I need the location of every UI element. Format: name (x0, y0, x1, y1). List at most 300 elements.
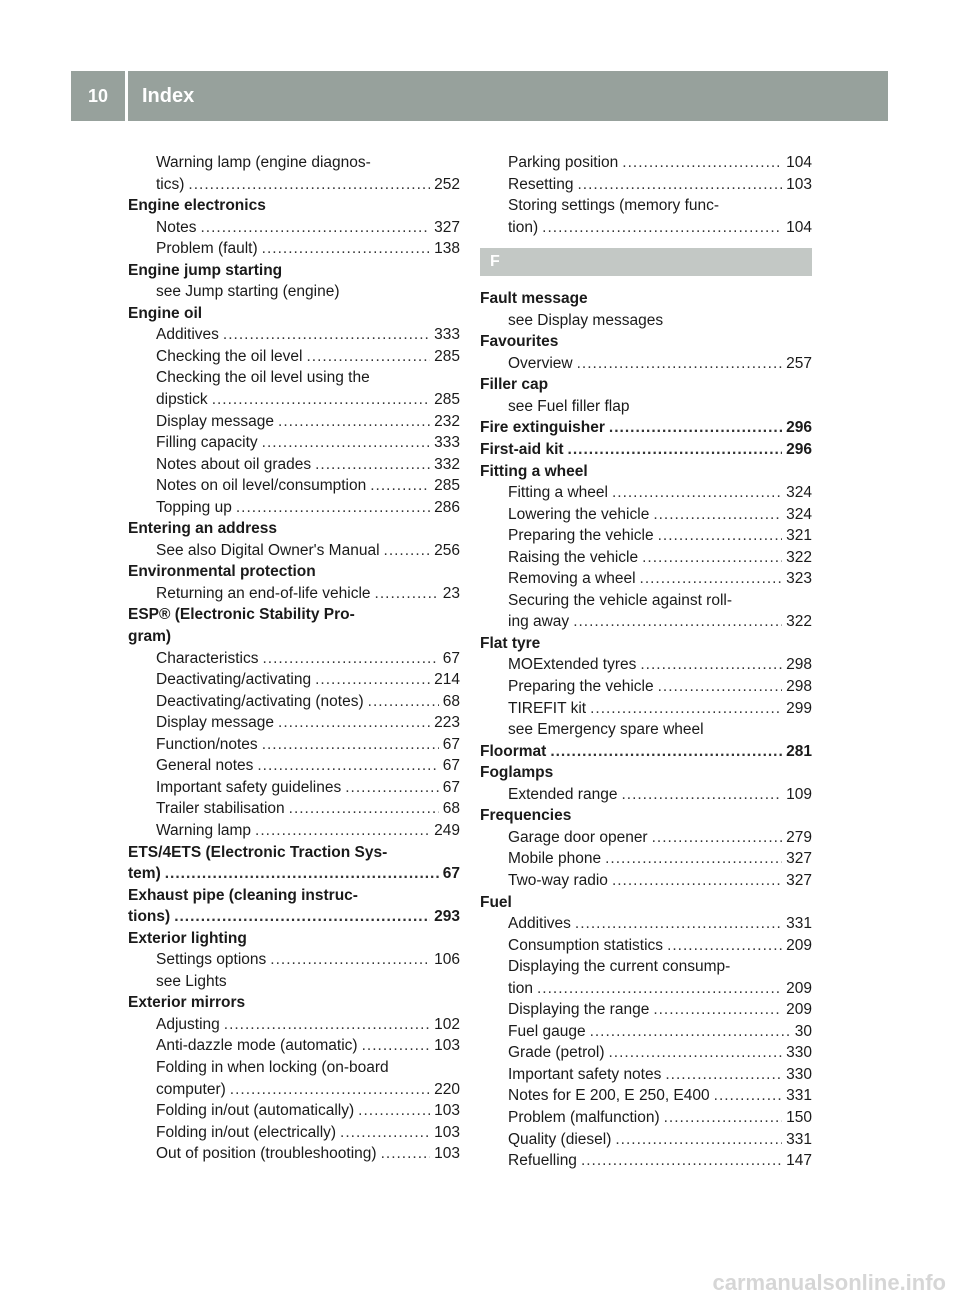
entry-text: Flat tyre (480, 634, 541, 652)
entry-text: Anti-dazzle mode (automatic) (156, 1037, 358, 1055)
entry-text: Checking the oil level using the (156, 369, 370, 387)
index-entry-heading (128, 303, 460, 325)
index-group-e-continued (480, 152, 812, 238)
dot-leader (590, 698, 782, 720)
dot-leader (642, 547, 782, 569)
index-subentry (128, 971, 460, 993)
entry-text: Parking position (508, 154, 619, 171)
entry-text: Function/notes (156, 735, 258, 753)
index-subentry (480, 353, 812, 375)
index-subentry (480, 827, 812, 849)
index-subentry (480, 1150, 812, 1172)
entry-text: Fitting a wheel (480, 462, 588, 480)
entry-text: Folding in/out (automatically) (156, 1102, 355, 1120)
index-entry-heading (128, 195, 460, 217)
dot-leader (174, 906, 430, 928)
dot-leader (550, 741, 782, 763)
page-title: Index (128, 71, 888, 121)
dot-leader (362, 1035, 431, 1057)
dot-leader (622, 152, 782, 174)
index-subentry (128, 583, 460, 605)
entry-text: see Jump starting (engine) (156, 283, 340, 301)
page-reference: 330 (786, 1065, 812, 1083)
index-subentry (480, 152, 812, 174)
entry-text: Important safety guidelines (156, 778, 342, 796)
dot-leader (345, 777, 439, 799)
entry-text: Adjusting (156, 1015, 220, 1033)
section-letter-f: F (480, 248, 812, 276)
page-reference: 103 (434, 1145, 460, 1163)
index-subentry (480, 999, 812, 1021)
entry-text: Frequencies (480, 807, 572, 825)
index-subentry (480, 611, 812, 633)
entry-text: Engine jump starting (128, 261, 283, 279)
page-reference: 68 (442, 692, 460, 710)
entry-text: Resetting (508, 175, 574, 193)
entry-text: tem) (128, 865, 161, 883)
index-entry-heading (480, 374, 812, 396)
index-subentry (128, 1035, 460, 1057)
page-reference: 298 (786, 656, 812, 674)
entry-text: Fire extinguisher (480, 419, 605, 437)
entry-text: Problem (fault) (156, 240, 258, 258)
entry-text: Refuelling (508, 1152, 577, 1170)
page-reference: 104 (786, 218, 812, 236)
dot-leader (577, 174, 782, 196)
entry-text: ETS/4ETS (Electronic Traction Sys- (128, 843, 388, 861)
index-entry-heading (128, 863, 460, 885)
entry-text: Fault message (480, 290, 588, 308)
entry-text: tion) (508, 218, 539, 236)
page-reference: 331 (786, 915, 812, 933)
dot-leader (581, 1150, 782, 1172)
entry-text: Removing a wheel (508, 570, 636, 588)
entry-text: First-aid kit (480, 441, 564, 459)
index-entry-heading (480, 331, 812, 353)
page-reference: 103 (786, 175, 812, 193)
dot-leader (315, 454, 430, 476)
dot-leader (257, 755, 438, 777)
entry-text: see Lights (156, 972, 227, 990)
dot-leader (201, 217, 431, 239)
page-reference: 256 (434, 541, 460, 559)
entry-text: Topping up (156, 498, 232, 516)
index-subentry (128, 367, 460, 389)
entry-text: see Fuel filler flap (508, 397, 630, 415)
page-reference: 322 (786, 613, 812, 631)
page-number: 10 (71, 71, 125, 121)
entry-text: Favourites (480, 333, 559, 351)
index-subentry (480, 1107, 812, 1129)
dot-leader (270, 949, 430, 971)
index-subentry (128, 389, 460, 411)
index-subentry (128, 734, 460, 756)
page-reference: 103 (434, 1102, 460, 1120)
index-subentry (128, 281, 460, 303)
entry-text: tics) (156, 175, 185, 193)
entry-text: Engine oil (128, 304, 203, 322)
index-column-right (480, 152, 812, 1172)
page-reference: 279 (786, 828, 812, 846)
page-reference: 296 (786, 419, 812, 437)
index-subentry (480, 784, 812, 806)
entry-text: Grade (petrol) (508, 1044, 605, 1062)
entry-text: Characteristics (156, 649, 259, 667)
index-subentry (128, 432, 460, 454)
dot-leader (278, 712, 430, 734)
page-reference: 321 (786, 527, 812, 545)
index-subentry (128, 1143, 460, 1165)
index-subentry (480, 1042, 812, 1064)
entry-text: Engine electronics (128, 197, 266, 215)
page-reference: 298 (786, 678, 812, 696)
index-subentry (480, 504, 812, 526)
entry-text: Filler cap (480, 376, 549, 394)
dot-leader (652, 827, 783, 849)
index-subentry (480, 676, 812, 698)
page-reference: 220 (434, 1080, 460, 1098)
entry-text: Display message (156, 412, 275, 430)
page-reference: 331 (786, 1087, 812, 1105)
entry-text: Deactivating/activating (notes) (156, 692, 364, 710)
entry-text: Storing settings (memory func- (508, 197, 720, 215)
index-entry-heading (128, 885, 460, 907)
page-reference: 293 (434, 908, 460, 926)
entry-text: Preparing the vehicle (508, 678, 654, 696)
page-reference: 330 (786, 1044, 812, 1062)
index-subentry (480, 870, 812, 892)
dot-leader (608, 1042, 782, 1064)
entry-text: Preparing the vehicle (508, 527, 654, 545)
entry-text: Extended range (508, 785, 618, 803)
entry-text: See also Digital Owner's Manual (156, 541, 380, 559)
entry-text: Two-way radio (508, 871, 608, 889)
page-reference: 102 (434, 1015, 460, 1033)
entry-text: Returning an end-of-life vehicle (156, 584, 371, 602)
entry-text: Displaying the range (508, 1001, 650, 1019)
entry-text: tion (508, 979, 533, 997)
entry-text: Fitting a wheel (508, 484, 608, 502)
dot-leader (368, 691, 439, 713)
dot-leader (664, 1107, 783, 1129)
dot-leader (609, 417, 782, 439)
index-subentry (128, 798, 460, 820)
dot-leader (577, 353, 783, 375)
dot-leader (375, 583, 439, 605)
index-subentry (128, 1100, 460, 1122)
page-reference: 324 (786, 505, 812, 523)
dot-leader (537, 978, 782, 1000)
entry-text: General notes (156, 757, 254, 775)
page-reference: 106 (434, 951, 460, 969)
page-reference: 327 (786, 850, 812, 868)
page-reference: 249 (434, 821, 460, 839)
entry-text: Warning lamp (engine diagnos- (156, 154, 371, 171)
index-entry-heading (480, 633, 812, 655)
page-reference: 331 (786, 1130, 812, 1148)
index-subentry (128, 1014, 460, 1036)
page-reference: 67 (442, 757, 460, 775)
dot-leader (263, 648, 439, 670)
page-reference: 209 (786, 936, 812, 954)
dot-leader (612, 870, 782, 892)
entry-text: gram) (128, 628, 172, 646)
page-reference: 30 (794, 1022, 812, 1040)
page-reference: 103 (434, 1123, 460, 1141)
dot-leader (188, 174, 430, 196)
page-reference: 147 (786, 1152, 812, 1170)
dot-leader (236, 497, 430, 519)
page-reference: 327 (786, 871, 812, 889)
watermark: carmanualsonline.info (712, 1270, 946, 1295)
index-entry-heading (128, 928, 460, 950)
index-subentry (128, 820, 460, 842)
entry-text: see Emergency spare wheel (508, 721, 704, 739)
index-subentry (480, 719, 812, 741)
index-entry-heading (480, 741, 812, 763)
page-reference: 223 (434, 714, 460, 732)
index-subentry (128, 712, 460, 734)
page-reference: 214 (434, 671, 460, 689)
index-subentry (480, 195, 812, 217)
index-subentry (480, 935, 812, 957)
dot-leader (640, 568, 783, 590)
index-subentry (128, 691, 460, 713)
entry-text: Notes for E 200, E 250, E400 (508, 1087, 710, 1105)
index-subentry (480, 1129, 812, 1151)
entry-text: Displaying the current consump- (508, 958, 731, 976)
page-reference: 150 (786, 1108, 812, 1126)
entry-text: Entering an address (128, 520, 278, 538)
index-entry-heading (128, 842, 460, 864)
index-subentry (128, 217, 460, 239)
index-entry-heading (480, 762, 812, 784)
dot-leader (230, 1079, 430, 1101)
index-subentry (128, 152, 460, 174)
page-reference: 322 (786, 548, 812, 566)
entry-text: tions) (128, 908, 171, 926)
dot-leader (621, 784, 782, 806)
index-subentry (480, 547, 812, 569)
index-entry-heading (480, 892, 812, 914)
page-reference: 67 (442, 735, 460, 753)
page-reference: 333 (434, 326, 460, 344)
page-reference: 68 (442, 800, 460, 818)
entry-text: Settings options (156, 951, 267, 969)
index-subentry (480, 590, 812, 612)
page-reference: 332 (434, 455, 460, 473)
page-reference: 252 (434, 175, 460, 193)
entry-text: Deactivating/activating (156, 671, 312, 689)
dot-leader (590, 1021, 791, 1043)
dot-leader (212, 389, 430, 411)
page-reference: 23 (442, 584, 460, 602)
entry-text: Floormat (480, 742, 547, 760)
entry-text: Overview (508, 354, 573, 372)
index-subentry (128, 454, 460, 476)
page-reference: 281 (786, 742, 812, 760)
dot-leader (370, 475, 430, 497)
index-subentry (480, 654, 812, 676)
dot-leader (381, 1143, 431, 1165)
dot-leader (615, 1129, 782, 1151)
entry-text: Important safety notes (508, 1065, 662, 1083)
index-subentry (480, 978, 812, 1000)
index-entry-heading (128, 992, 460, 1014)
entry-text: Raising the vehicle (508, 548, 639, 566)
index-subentry (128, 755, 460, 777)
dot-leader (278, 411, 430, 433)
entry-text: Exhaust pipe (cleaning instruc- (128, 886, 358, 904)
dot-leader (224, 1014, 430, 1036)
entry-text: Warning lamp (156, 821, 252, 839)
entry-text: MOExtended tyres (508, 656, 637, 674)
entry-text: see Display messages (508, 311, 664, 329)
entry-text: Additives (508, 915, 571, 933)
page-reference: 324 (786, 484, 812, 502)
index-entry-heading (480, 805, 812, 827)
entry-text: Consumption statistics (508, 936, 664, 954)
entry-text: Lowering the vehicle (508, 505, 650, 523)
page-reference: 296 (786, 441, 812, 459)
index-subentry (128, 540, 460, 562)
entry-text: Fuel (480, 893, 512, 911)
index-subentry (480, 568, 812, 590)
index-group-f (480, 288, 812, 1171)
entry-text: Mobile phone (508, 850, 602, 868)
index-entry-heading (480, 417, 812, 439)
entry-text: Additives (156, 326, 219, 344)
page-reference: 232 (434, 412, 460, 430)
entry-text: Environmental protection (128, 563, 316, 581)
dot-leader (640, 654, 782, 676)
index-subentry (128, 497, 460, 519)
index-subentry (128, 324, 460, 346)
index-entry-heading (128, 626, 460, 648)
index-subentry (128, 475, 460, 497)
dot-leader (653, 504, 782, 526)
index-subentry (480, 698, 812, 720)
index-entry-heading (128, 561, 460, 583)
entry-text: dipstick (156, 391, 208, 409)
dot-leader (262, 432, 430, 454)
index-subentry (128, 648, 460, 670)
index-subentry (128, 777, 460, 799)
entry-text: ESP® (Electronic Stability Pro- (128, 606, 355, 624)
dot-leader (315, 669, 430, 691)
dot-leader (568, 439, 783, 461)
index-entry-heading (128, 518, 460, 540)
entry-text: Display message (156, 714, 275, 732)
index-entry-heading (128, 260, 460, 282)
index-subentry (128, 1057, 460, 1079)
page-reference: 103 (434, 1037, 460, 1055)
page-reference: 285 (434, 391, 460, 409)
dot-leader (612, 482, 782, 504)
index-subentry (480, 913, 812, 935)
entry-text: Exterior lighting (128, 929, 247, 947)
entry-text: Notes (156, 218, 197, 236)
page-reference: 209 (786, 979, 812, 997)
entry-text: Checking the oil level (156, 347, 303, 365)
dot-leader (358, 1100, 430, 1122)
dot-leader (255, 820, 430, 842)
dot-leader (665, 1064, 782, 1086)
entry-text: Notes about oil grades (156, 455, 312, 473)
dot-leader (223, 324, 430, 346)
entry-text: Folding in/out (electrically) (156, 1123, 337, 1141)
entry-text: Out of position (troubleshooting) (156, 1145, 377, 1163)
dot-leader (289, 798, 439, 820)
index-subentry (128, 1079, 460, 1101)
page-reference: 104 (786, 154, 812, 171)
index-column-left (128, 152, 460, 1165)
page-reference: 67 (442, 778, 460, 796)
index-subentry (480, 310, 812, 332)
page-reference: 333 (434, 434, 460, 452)
dot-leader (658, 525, 783, 547)
dot-leader (667, 935, 782, 957)
page-reference: 209 (786, 1001, 812, 1019)
entry-text: Foglamps (480, 764, 554, 782)
index-subentry (480, 525, 812, 547)
index-entry-heading (480, 439, 812, 461)
page-reference: 299 (786, 699, 812, 717)
page-reference: 323 (786, 570, 812, 588)
index-subentry (128, 411, 460, 433)
dot-leader (262, 238, 430, 260)
page-reference: 109 (786, 785, 812, 803)
entry-text: Filling capacity (156, 434, 258, 452)
entry-text: Securing the vehicle against roll- (508, 591, 733, 609)
page-reference: 138 (434, 240, 460, 258)
page-reference: 67 (442, 649, 460, 667)
entry-text: Quality (diesel) (508, 1130, 612, 1148)
entry-text: Trailer stabilisation (156, 800, 285, 818)
dot-leader (575, 913, 782, 935)
index-entry-heading (128, 604, 460, 626)
index-subentry (480, 848, 812, 870)
dot-leader (340, 1122, 430, 1144)
dot-leader (542, 217, 782, 239)
entry-text: TIREFIT kit (508, 699, 587, 717)
dot-leader (653, 999, 782, 1021)
page-reference: 285 (434, 347, 460, 365)
dot-leader (658, 676, 783, 698)
index-entry-heading (128, 906, 460, 928)
entry-text: Garage door opener (508, 828, 648, 846)
page-reference: 257 (786, 354, 812, 372)
index-subentry (480, 1064, 812, 1086)
index-subentry (128, 1122, 460, 1144)
page-reference: 285 (434, 477, 460, 495)
entry-text: computer) (156, 1080, 226, 1098)
entry-text: Exterior mirrors (128, 994, 246, 1012)
dot-leader (714, 1085, 782, 1107)
entry-text: Notes on oil level/consumption (156, 477, 367, 495)
page-reference: 286 (434, 498, 460, 516)
index-subentry (480, 174, 812, 196)
index-subentry (480, 396, 812, 418)
dot-leader (306, 346, 430, 368)
page-reference: 327 (434, 218, 460, 236)
dot-leader (165, 863, 439, 885)
index-subentry (480, 1021, 812, 1043)
entry-text: Folding in when locking (on-board (156, 1058, 389, 1076)
index-subentry (128, 238, 460, 260)
dot-leader (573, 611, 782, 633)
entry-text: Problem (malfunction) (508, 1108, 660, 1126)
